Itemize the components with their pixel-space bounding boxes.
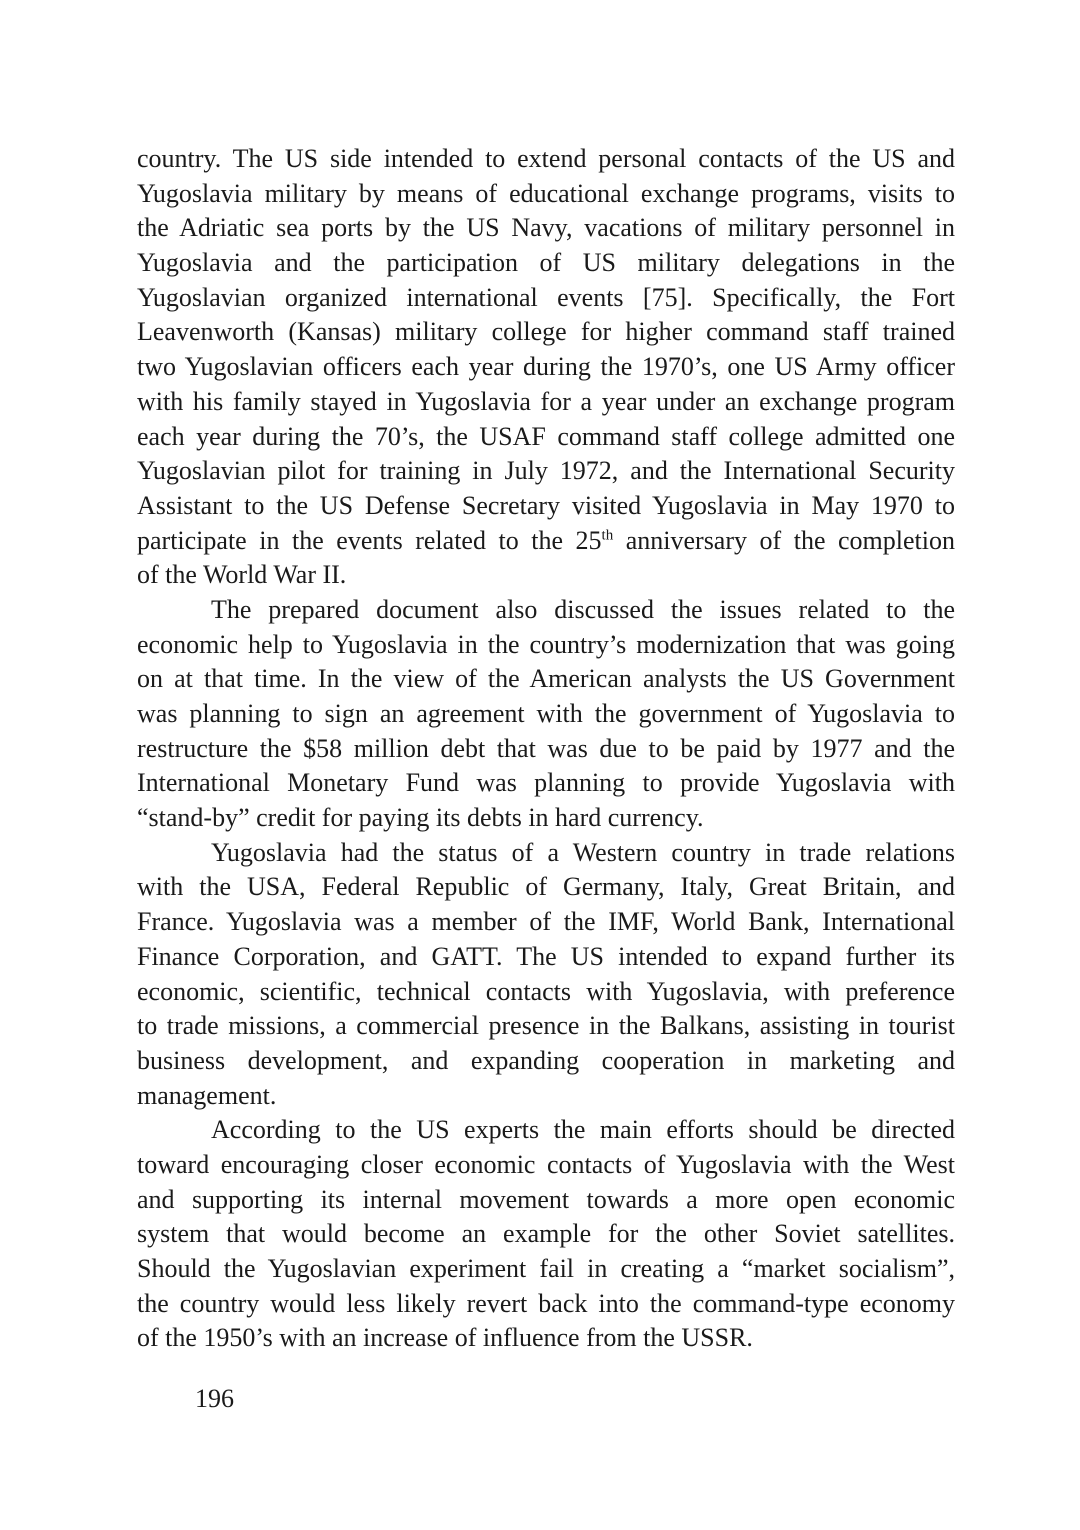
text-line: Yugoslavian organized international events [75]. Specifically, the Fort bbox=[137, 282, 955, 312]
text-line: Finance Corporation, and GATT. The US intended to expand further its bbox=[137, 941, 955, 971]
text-line: and supporting its internal movement towards a more open economic bbox=[137, 1184, 955, 1214]
paragraph bbox=[137, 836, 955, 1114]
text-line: toward encouraging closer economic contacts of Yugoslavia with the West bbox=[137, 1149, 955, 1179]
text-line: each year during the 70’s, the USAF command staff college admitted one bbox=[137, 421, 955, 451]
text-line bbox=[137, 524, 955, 559]
text-line: business development, and expanding cooperation in marketing and bbox=[137, 1045, 955, 1075]
text-line: system that would become an example for the other Soviet satellites. bbox=[137, 1219, 955, 1249]
text-line: of the 1950’s with an increase of influence from the USSR. bbox=[137, 1323, 753, 1353]
text-segment: anniversary of the completion bbox=[613, 525, 955, 555]
text-line: with his family stayed in Yugoslavia for a year under an exchange program bbox=[137, 386, 955, 416]
text-line: with the USA, Federal Republic of Germany, Italy, Great Britain, and bbox=[137, 872, 955, 902]
page-body bbox=[137, 142, 955, 1356]
text-line: economic help to Yugoslavia in the country’s modernization that was going bbox=[137, 629, 955, 659]
text-line: Yugoslavia had the status of a Western country in trade relations bbox=[211, 837, 955, 867]
text-line: to trade missions, a commercial presence in the Balkans, assisting in tourist bbox=[137, 1011, 955, 1041]
text-line: Yugoslavia military by means of educational exchange programs, visits to bbox=[137, 178, 955, 208]
text-line: country. The US side intended to extend personal contacts of the US and bbox=[137, 144, 955, 173]
page-number: 196 bbox=[195, 1384, 234, 1413]
text-line: was planning to sign an agreement with the government of Yugoslavia to bbox=[137, 699, 955, 728]
text-line: Yugoslavian pilot for training in July 1972, and the International Security bbox=[137, 456, 955, 486]
text-line: Should the Yugoslavian experiment fail in creating a “market socialism”, bbox=[137, 1254, 955, 1283]
text-line: “stand-by” credit for paying its debts in hard currency. bbox=[137, 803, 704, 833]
text-line: of the World War II. bbox=[137, 560, 347, 590]
text-line: economic, scientific, technical contacts with Yugoslavia, with preference bbox=[137, 976, 955, 1006]
text-line: two Yugoslavian officers each year during the 1970’s, one US Army officer bbox=[137, 352, 955, 382]
text-line: the country would less likely revert back into the command-type economy bbox=[137, 1288, 955, 1318]
text-line: the Adriatic sea ports by the US Navy, vacations of military personnel in bbox=[137, 213, 955, 243]
paragraph bbox=[137, 142, 955, 593]
text-line: management. bbox=[137, 1080, 277, 1110]
text-line: International Monetary Fund was planning to provide Yugoslavia with bbox=[137, 768, 955, 798]
text-line: Leavenworth (Kansas) military college for higher command staff trained bbox=[137, 317, 955, 347]
text-line: on at that time. In the view of the American analysts the US Government bbox=[137, 664, 955, 694]
paragraph bbox=[137, 1113, 955, 1356]
text-line: Yugoslavia and the participation of US military delegations in the bbox=[137, 248, 955, 278]
text-line: The prepared document also discussed the issues related to the bbox=[211, 594, 955, 624]
paragraph bbox=[137, 593, 955, 836]
text-segment: participate in the events related to the 25 bbox=[137, 525, 602, 555]
superscript: th bbox=[601, 526, 614, 543]
text-line: Assistant to the US Defense Secretary visited Yugoslavia in May 1970 to bbox=[137, 490, 955, 520]
text-line: France. Yugoslavia was a member of the IMF, World Bank, International bbox=[137, 907, 955, 937]
text-line: According to the US experts the main efforts should be directed bbox=[211, 1115, 955, 1145]
text-line: restructure the $58 million debt that was due to be paid by 1977 and the bbox=[137, 733, 955, 763]
